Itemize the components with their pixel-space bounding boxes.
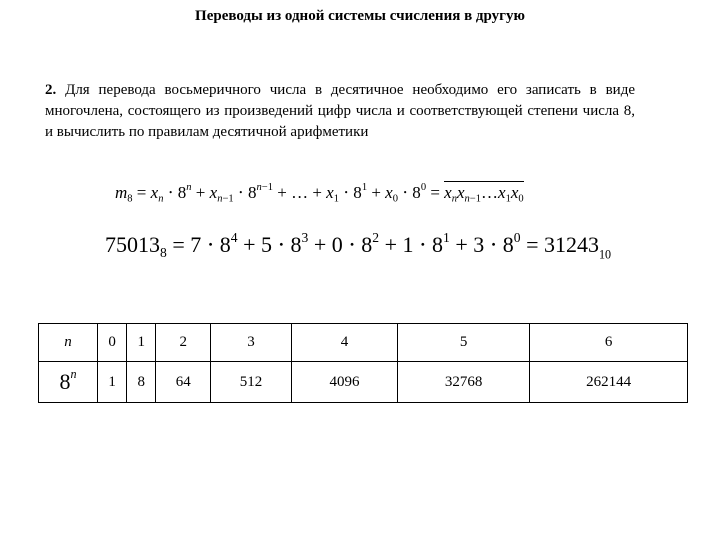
formula-example: $75013_8 = 7 \cdot 8^4 + 5 \cdot 8^3 + 0 \cdot 8^2 + 1 \cdot 8^1 + 3 \cdot 8^0 = 31243_{10}$	[105, 229, 612, 262]
table-cell: 262144	[530, 362, 688, 403]
table-cell: 4	[291, 324, 397, 362]
table-cell: 0	[98, 324, 127, 362]
paragraph	[45, 80, 635, 143]
formula-general: $m_8 = x_n \cdot 8^n + x_{n-1} \cdot 8^{n-1}$ + … + $x_1 \cdot 8^1 + x_0 \cdot 8^0$ = $x_nx_{n-1}\dots x_1x_0$	[115, 182, 524, 205]
table-cell: 3	[211, 324, 292, 362]
table-cell: 6	[530, 324, 688, 362]
table-cell: 4096	[291, 362, 397, 403]
table-row	[39, 324, 688, 362]
paragraph-text: Для перевода восьмеричного числа в десятичное необходимо его записать в виде многочлена, состоящего из произведений цифр числа и соответствующей степени числа 8, и вычислить по правилам десятичной арифметики	[45, 82, 635, 140]
table-cell: 512	[211, 362, 292, 403]
table-row	[39, 362, 688, 403]
row-label-n: n	[39, 324, 98, 362]
table-cell: 64	[156, 362, 211, 403]
table-cell: 32768	[398, 362, 530, 403]
table-cell: 1	[127, 324, 156, 362]
row-label-power: 8$^n$	[39, 362, 98, 403]
table-cell: 5	[398, 324, 530, 362]
powers-table	[38, 323, 688, 403]
table-cell: 1	[98, 362, 127, 403]
page-title: Переводы из одной системы счисления в другую	[195, 8, 525, 24]
table-cell: 8	[127, 362, 156, 403]
paragraph-number: 2.	[45, 82, 57, 98]
table-cell: 2	[156, 324, 211, 362]
